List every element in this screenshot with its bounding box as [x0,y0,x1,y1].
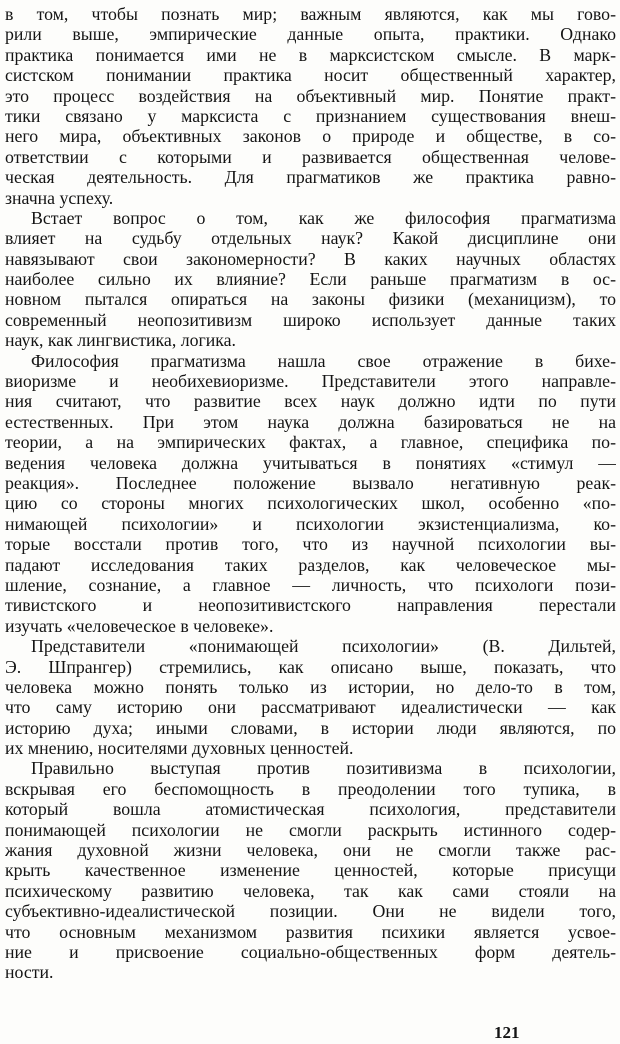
text-line: торые восстали против того, что из научной психологии вы- [5,534,616,555]
text-line: ответствии с которыми и развивается общественная челове- [5,146,616,167]
text-line: шление, сознание, а главное — личность, что психологи пози- [5,574,616,595]
text-line: тивистского и неопозитивистского направления перестали [5,595,616,616]
text-line: человека можно понять только из истории, но дело-то в том, [5,676,616,697]
text-line: ческая деятельность. Для прагматиков же практика равно- [5,167,616,188]
text-line: их мнению, носителями духовных ценностей. [5,738,354,759]
text-line: цию со стороны многих психологических школ, особенно «по- [5,493,616,514]
text-line: это процесс воздействия на объективный мир. Понятие практ- [5,85,616,106]
text-line: виоризме и необихевиоризме. Представители этого направле- [5,371,616,392]
page-number: 121 [494,1023,520,1042]
text-line: теории, а на эмпирических фактах, а главное, специфика по- [5,432,616,453]
text-line: вскрывая его беспомощность в преодолении того тупика, в [5,778,616,799]
text-line: ния считают, что развитие всех наук должно идти по пути [5,391,616,412]
text-line: в том, чтобы познать мир; важным являются, как мы гово- [5,4,616,24]
text-line: ности. [5,962,54,983]
text-line: Правильно выступая против позитивизма в психологии, [31,758,616,779]
paragraph [5,636,616,758]
text-line: новном пытался опираться на законы физики (механицизм), то [5,289,616,310]
text-line: нимающей психологии» и психологии экзистенциализма, ко- [5,513,616,534]
text-line: Философия прагматизма нашла свое отражение в бихе- [31,350,616,371]
text-line: понимающей психологии не смогли раскрыть истинного содер- [5,819,616,840]
text-line: Встает вопрос о том, как же философия прагматизма [31,207,616,228]
text-line: Э. Шпрангер) стремились, как описано выше, показать, что [5,656,616,677]
paragraph [5,208,616,351]
text-line: психическому развитию человека, так как сами стояли на [5,880,616,901]
text-line: что основным механизмом развития психики является усвое- [5,921,616,942]
paragraph [5,758,616,982]
text-line: ведения человека должна учитываться в понятиях «стимул — [5,452,616,473]
text-line: который вошла атомистическая психология, представители [5,799,616,820]
text-line: современный неопозитивизм широко использует данные таких [5,309,616,330]
text-line: систском понимании практика носит общественный характер, [5,65,616,86]
text-line: реакция». Последнее положение вызвало негативную реак- [5,472,616,493]
text-line: Представители «понимающей психологии» (В. Дильтей, [31,636,616,657]
text-line: практика понимается ими не в марксистском смысле. В марк- [5,44,616,65]
text-line: наиболее сильно их влияние? Если раньше прагматизм в ос- [5,269,616,290]
text-line: что саму историю они рассматривают идеалистически — как [5,697,616,718]
body-text [5,4,616,983]
text-line: субъективно-идеалистической позиции. Они не видели того, [5,901,616,922]
text-line: влияет на судьбу отдельных наук? Какой дисциплине они [5,228,616,249]
text-line: историю духа; иными словами, в истории люди являются, по [5,717,616,738]
text-line: изучать «человеческое в человеке». [5,615,274,636]
paragraph [5,351,616,636]
text-line: крыть качественное изменение ценностей, которые присущи [5,860,616,881]
text-line: тики связано у марксиста с признанием существования внеш- [5,105,616,126]
text-line: падают исследования таких разделов, как человеческое мы- [5,554,616,575]
text-line: естественных. При этом наука должна базироваться не на [5,411,616,432]
text-line: навязывают свои закономерности? В каких научных областях [5,248,616,269]
text-line: значна успеху. [5,187,114,208]
paragraph [5,4,616,208]
text-line: жания духовной жизни человека, они не смогли также рас- [5,840,616,861]
text-line: ние и присвоение социально-общественных форм деятель- [5,941,616,962]
text-line: рили выше, эмпирические данные опыта, практики. Однако [5,24,616,45]
text-line: него мира, объективных законов о природе и обществе, в со- [5,126,616,147]
text-line: наук, как лингвистика, логика. [5,330,236,351]
